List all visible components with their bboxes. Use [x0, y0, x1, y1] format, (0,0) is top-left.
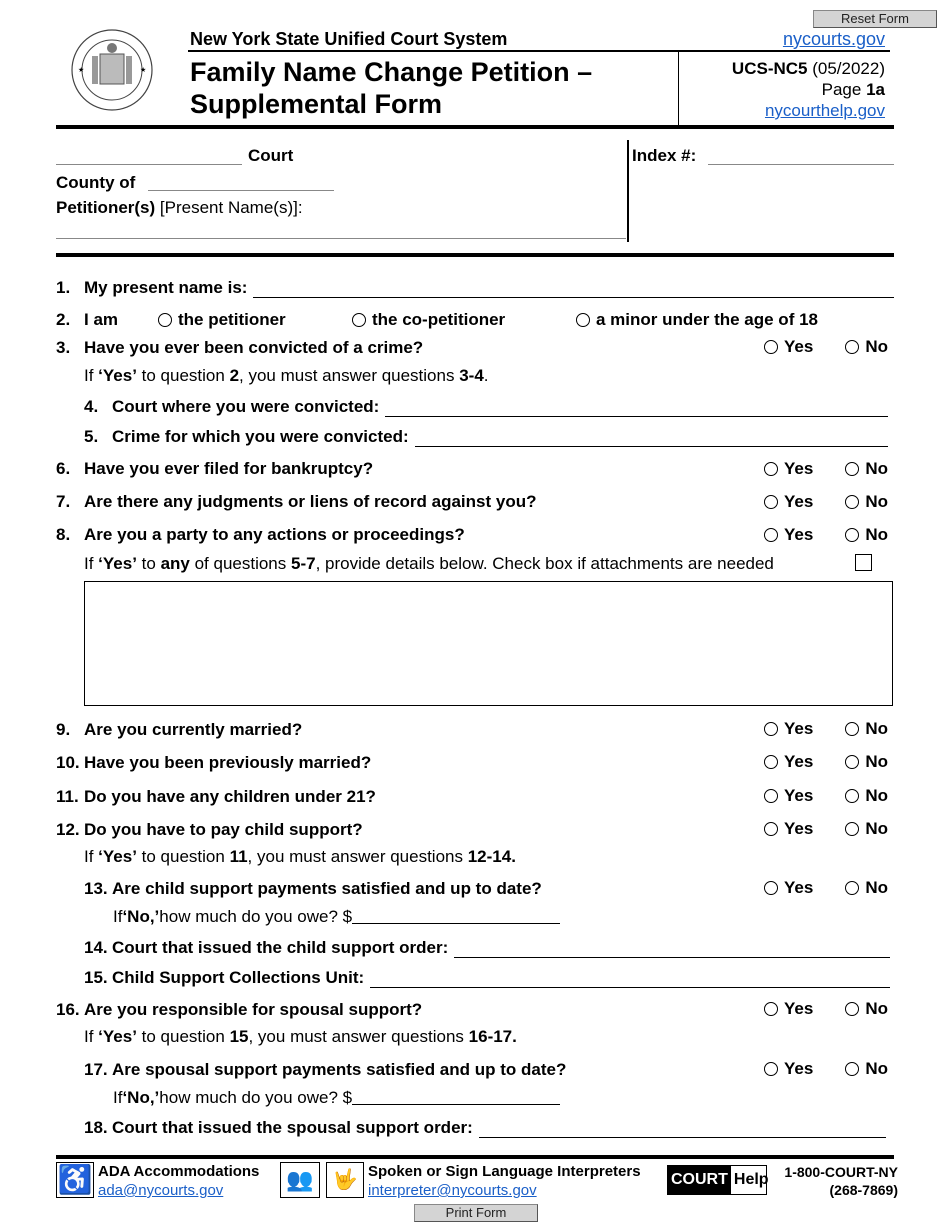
yes-no-q11: [764, 786, 888, 806]
form-date: (05/2022): [812, 59, 885, 78]
radio-minor[interactable]: a minor under the age of 18: [576, 310, 818, 330]
petitioner-label: Petitioner(s) [Present Name(s)]:: [56, 198, 303, 217]
crime-field[interactable]: [415, 430, 888, 447]
reset-form-button[interactable]: Reset Form: [813, 10, 937, 28]
question-8: 8. Are you a party to any actions or proceedings?: [56, 525, 465, 544]
question-1: 1. My present name is:: [56, 276, 894, 298]
radio-co-petitioner[interactable]: the co-petitioner: [352, 310, 505, 330]
org-name: New York State Unified Court System: [190, 29, 508, 49]
yes-no-q7: [764, 492, 888, 512]
yes-no-q10: [764, 752, 888, 772]
radio-yes[interactable]: Yes: [764, 819, 813, 839]
form-info: [732, 58, 885, 121]
question-7: 7. Are there any judgments or liens of record against you?: [56, 492, 537, 511]
yes-no-q3: [764, 337, 888, 357]
owed-child-support: If ‘No,’ how much do you owe? $: [113, 907, 560, 927]
radio-no[interactable]: No: [845, 525, 888, 545]
radio-yes[interactable]: Yes: [764, 878, 813, 898]
county-field[interactable]: [148, 190, 334, 191]
radio-no[interactable]: No: [845, 337, 888, 357]
spousal-support-owed-field[interactable]: [352, 1088, 560, 1105]
note-16: If ‘Yes’ to question 15, you must answer questions 16-17.: [84, 1027, 517, 1046]
details-textarea[interactable]: [84, 581, 893, 706]
question-13: 13. Are child support payments satisfied and up to date?: [84, 879, 542, 898]
page-label: Page: [821, 80, 862, 99]
index-number-field[interactable]: [708, 164, 894, 165]
radio-yes[interactable]: Yes: [764, 337, 813, 357]
radio-yes[interactable]: Yes: [764, 752, 813, 772]
child-support-court-field[interactable]: [454, 941, 890, 958]
radio-no[interactable]: No: [845, 819, 888, 839]
question-17: 17. Are spousal support payments satisfied and up to date?: [84, 1060, 567, 1079]
radio-yes[interactable]: Yes: [764, 459, 813, 479]
court-field[interactable]: [56, 164, 242, 165]
question-4: 4. Court where you were convicted:: [84, 395, 888, 417]
conviction-court-field[interactable]: [385, 400, 888, 417]
interpreter-email-link[interactable]: interpreter@nycourts.gov: [368, 1182, 537, 1199]
form-title: Family Name Change Petition – Supplemental Form: [190, 57, 593, 119]
owed-spousal-support: If ‘No,’ how much do you owe? $: [113, 1088, 560, 1108]
note-8: If ‘Yes’ to any of questions 5-7, provide details below. Check box if attachments are needed: [84, 554, 774, 573]
yes-no-q16: [764, 999, 888, 1019]
court-help-logo: COURT Help: [667, 1165, 767, 1195]
spousal-support-court-field[interactable]: [479, 1121, 886, 1138]
radio-yes[interactable]: Yes: [764, 786, 813, 806]
child-support-owed-field[interactable]: [352, 907, 560, 924]
radio-yes[interactable]: Yes: [764, 999, 813, 1019]
question-10: 10. Have you been previously married?: [56, 753, 372, 772]
radio-no[interactable]: No: [845, 492, 888, 512]
yes-no-q13: [764, 878, 888, 898]
yes-no-q8: [764, 525, 888, 545]
yes-no-q6: [764, 459, 888, 479]
radio-yes[interactable]: Yes: [764, 492, 813, 512]
interpreter-icon: 👥: [280, 1162, 320, 1198]
radio-no[interactable]: No: [845, 786, 888, 806]
svg-text:★: ★: [78, 67, 85, 74]
radio-no[interactable]: No: [845, 999, 888, 1019]
question-3: 3. Have you ever been convicted of a crime?: [56, 338, 424, 357]
form-id: UCS-NC5: [731, 59, 808, 78]
court-seal-logo: [70, 28, 154, 112]
county-label: County of: [56, 173, 136, 192]
sign-language-icon: 🤟: [326, 1162, 364, 1198]
collections-unit-field[interactable]: [370, 971, 890, 988]
radio-petitioner[interactable]: the petitioner: [158, 310, 286, 330]
ada-email-link[interactable]: ada@nycourts.gov: [98, 1182, 224, 1199]
court-label: Court: [248, 146, 294, 165]
note-12: If ‘Yes’ to question 11, you must answer questions 12-14.: [84, 847, 516, 866]
radio-no[interactable]: No: [845, 878, 888, 898]
svg-text:★: ★: [140, 67, 147, 74]
question-16: 16. Are you responsible for spousal support?: [56, 1000, 423, 1019]
radio-no[interactable]: No: [845, 1059, 888, 1079]
radio-yes[interactable]: Yes: [764, 525, 813, 545]
radio-yes[interactable]: Yes: [764, 719, 813, 739]
question-6: 6. Have you ever filed for bankruptcy?: [56, 459, 374, 478]
court-help-phone: 1-800-COURT-NY (268-7869): [784, 1164, 898, 1198]
petitioner-name-field[interactable]: [56, 238, 626, 239]
index-label: Index #:: [632, 146, 697, 165]
question-5: 5. Crime for which you were convicted:: [84, 425, 888, 447]
question-2: 2. I am the petitioner the co-petitioner a minor under the age of 18: [56, 310, 818, 329]
yes-no-q12: [764, 819, 888, 839]
question-15: 15. Child Support Collections Unit:: [84, 966, 890, 988]
present-name-field[interactable]: [253, 281, 894, 298]
radio-no[interactable]: No: [845, 719, 888, 739]
print-form-button[interactable]: Print Form: [414, 1204, 538, 1222]
question-18: 18. Court that issued the spousal support order:: [84, 1116, 886, 1138]
yes-no-q17: [764, 1059, 888, 1079]
note-3: If ‘Yes’ to question 2, you must answer questions 3-4.: [84, 366, 489, 385]
radio-yes[interactable]: Yes: [764, 1059, 813, 1079]
question-12: 12. Do you have to pay child support?: [56, 820, 363, 839]
question-11: 11. Do you have any children under 21?: [56, 787, 376, 806]
radio-no[interactable]: No: [845, 459, 888, 479]
nycourts-link[interactable]: nycourts.gov: [782, 29, 885, 49]
question-14: 14. Court that issued the child support order:: [84, 936, 890, 958]
yes-no-q9: [764, 719, 888, 739]
radio-no[interactable]: No: [845, 752, 888, 772]
question-9: 9. Are you currently married?: [56, 720, 303, 739]
interpreter-title: Spoken or Sign Language Interpreters: [368, 1163, 641, 1180]
page-number: 1a: [866, 80, 885, 99]
nycourthelp-link[interactable]: nycourthelp.gov: [764, 101, 885, 120]
accessibility-icon: ♿: [56, 1162, 94, 1198]
ada-title: ADA Accommodations: [98, 1163, 260, 1180]
attachments-checkbox[interactable]: [855, 554, 872, 571]
